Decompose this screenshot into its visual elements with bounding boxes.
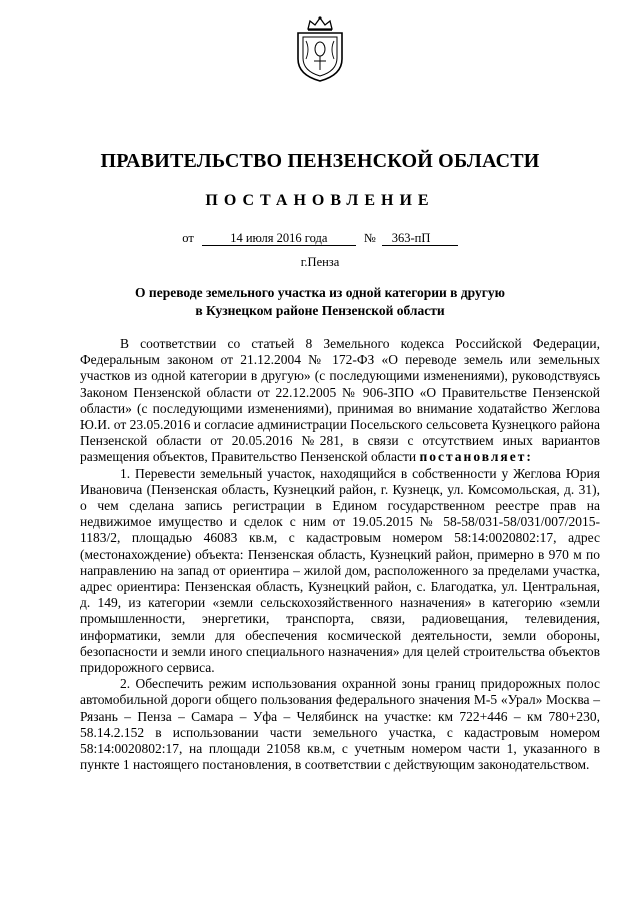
organization-title: ПРАВИТЕЛЬСТВО ПЕНЗЕНСКОЙ ОБЛАСТИ	[100, 150, 540, 172]
subject-line-2: в Кузнецком районе Пензенской области	[195, 303, 445, 318]
coat-of-arms-icon	[292, 15, 348, 83]
document-subject	[0, 284, 640, 320]
item-2-paragraph: 2. Обеспечить режим использования охранной зоны границ придорожных полос автомобильной дороги общего пользования федерального значения М-5 «Урал» Москва – Рязань – Пенза – Самара – Уфа – Челябинск на участке: км 722+446 – км 780+230, 58.14.2.152 в использовании части земельного участка, с кадастровым номером 58:14:0020802:17, на площади 21058 кв.м, с учетным номером части 1, указанного в пункте 1 настоящего постановления, в соответствии с действующим законодательством.	[80, 676, 600, 773]
preamble-paragraph	[80, 336, 600, 466]
city: г.Пенза	[300, 255, 340, 269]
coat-of-arms-graphic	[292, 15, 348, 83]
date-prefix: от	[182, 231, 194, 245]
subject-line-1: О переводе земельного участка из одной категории в другую	[135, 285, 505, 300]
document-number: 363-пП	[382, 231, 458, 246]
number-prefix: №	[363, 231, 376, 245]
document-type: ПОСТАНОВЛЕНИЕ	[205, 192, 435, 209]
document-body	[80, 336, 600, 773]
date-number-line	[0, 231, 640, 246]
item-1-paragraph: 1. Перевести земельный участок, находящийся в собственности у Жеглова Юрия Ивановича (Пензенская область, Кузнецкий район, г. Кузнецк, ул. Комсомольская, д. 31), о чем сделана запись регистрации в Едином государственном реестре прав на недвижимое имущество и сделок с ним от 19.05.2015 № 58-58/031-58/031/007/2015-1183/2, площадью 46083 кв.м, с кадастровым номером 58:14:0020802:17, адрес (местонахождение) объекта: Пензенская область, Кузнецкий район, примерно в 970 м по направлению на запад от ориентира – жилой дом, расположенного за пределами участка, адрес ориентира: Пензенская область, Кузнецкий район, с. Благодатка, ул. Центральная, д. 149, из категории «земли сельскохозяйственного назначения» в категорию «земли промышленности, энергетики, транспорта, связи, радиовещания, телевидения, информатики, земли для обеспечения космической деятельности, земли обороны, безопасности и земли иного специального назначения» для целей строительства объектов придорожного сервиса.	[80, 465, 600, 676]
decree-word: постановляет:	[419, 449, 533, 465]
document-date: 14 июля 2016 года	[202, 231, 356, 246]
preamble-text: В соответствии со статьей 8 Земельного кодекса Российской Федерации, Федеральным законом от 21.12.2004 № 172-ФЗ «О переводе земель или земельных участков из одной категории в другую» (с последующими изменениями), руководствуясь Законом Пензенской области от 22.12.2005 № 906-ЗПО «О Правительстве Пензенской области» (с последующими изменениями), принимая во внимание ходатайство Жеглова Ю.И. от 23.05.2016 и согласие администрации Посельского сельсовета Кузнецкого района Пензенской области от 20.05.2016 №281, в связи с отсутствием иных вариантов размещения объектов, Правительство Пензенской области	[80, 336, 600, 465]
